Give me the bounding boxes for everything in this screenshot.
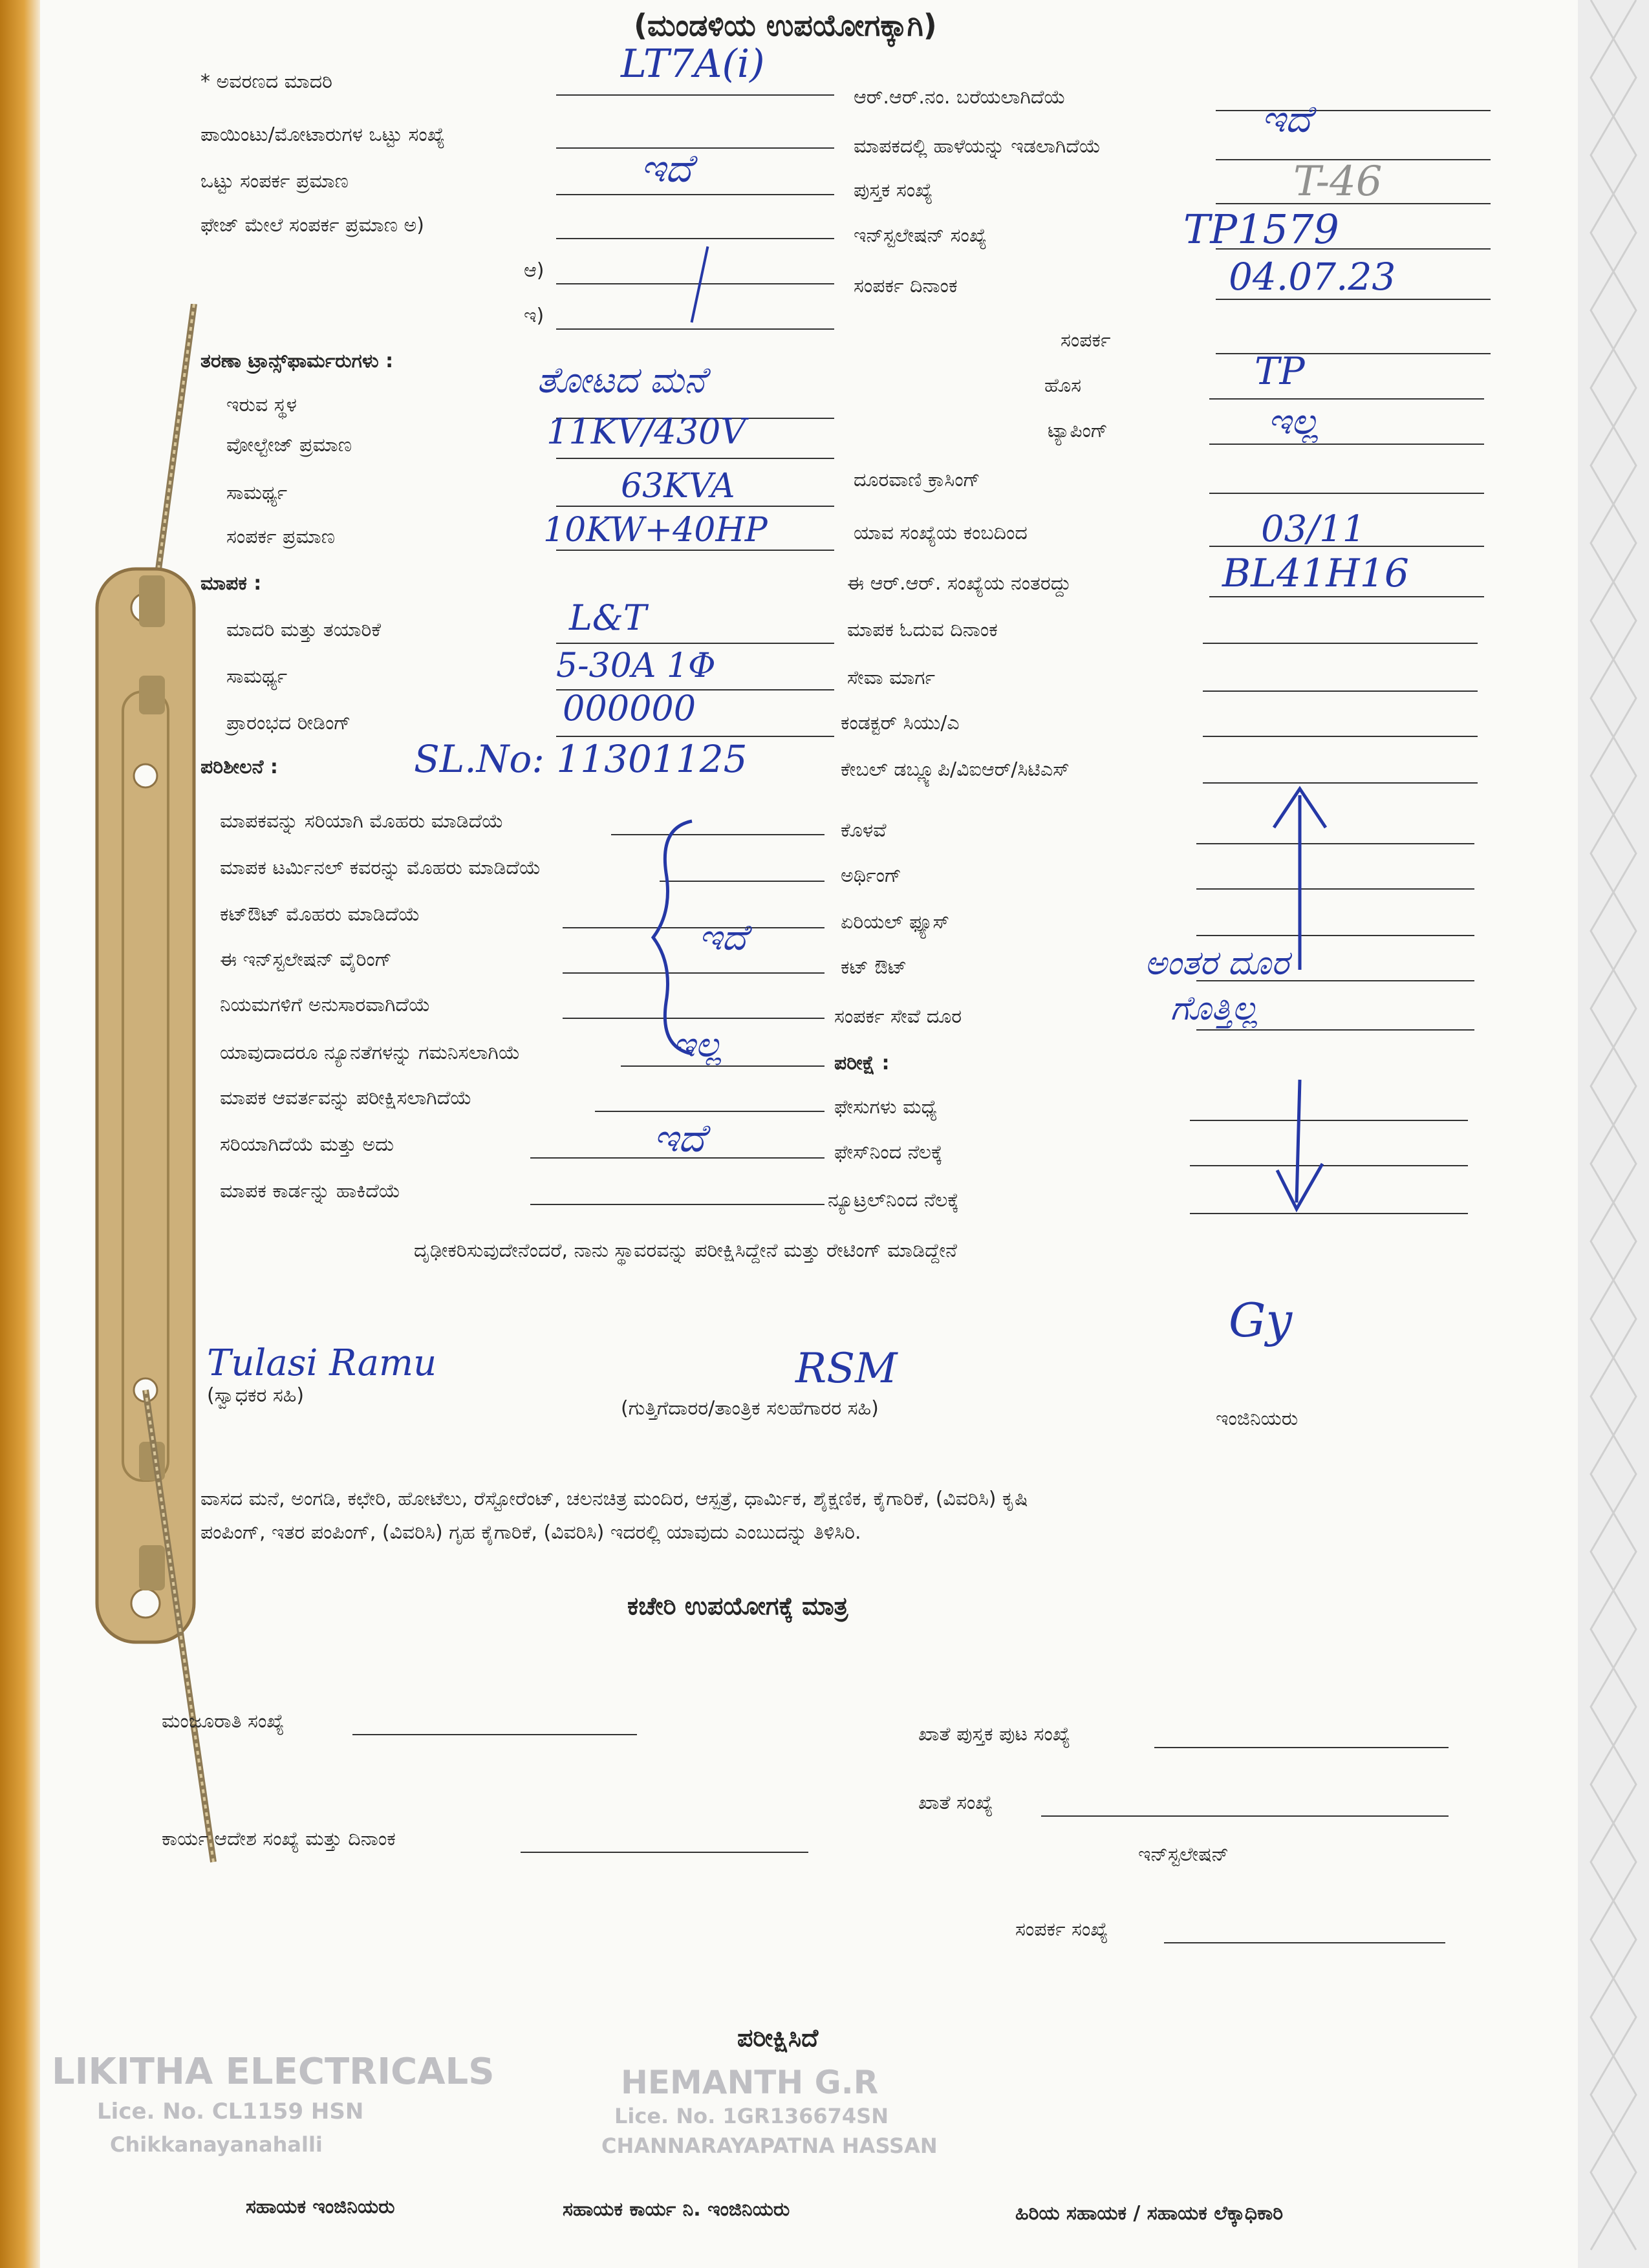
footnote-line-1: ವಾಸದ ಮನೆ, ಅಂಗಡಿ, ಕಛೇರಿ, ಹೋಟೆಲು, ರೆಸ್ಟೋರೆಂಟ್, ಚಲನಚಿತ್ರ ಮಂದಿರ, ಆಸ್ಪತ್ರೆ, ಧಾರ್ಮಿಕ, ಶೈಕ್ಷಣಿಕ, ಕೈಗಾರಿಕೆ, (ವಿವರಿಸಿ) ಕೃಷಿ [200,1488,1028,1510]
label-meter-model: * ಅವರಣದ ಮಾದರಿ [200,70,332,93]
hand-model: LT7A(i) [621,41,765,87]
field-line [1216,110,1491,111]
label-aerial-fuse: ಏರಿಯಲ್ ಫ್ಯೂಸ್ [841,911,950,934]
field-line [352,1734,637,1735]
label-defects-noticed: ಯಾವುದಾದರೂ ನ್ಯೂನತೆಗಳನ್ನು ಗಮನಿಸಲಾಗಿಯೆ [220,1042,521,1064]
label-pipe: ಕೊಳವೆ [841,819,887,842]
label-after-rr: ಈ ಆರ್.ಆರ್. ಸಂಖ್ಯೆಯ ನಂತರದ್ದು [847,572,1072,595]
label-voltage: ವೋಲ್ಟೇಜ್ ಪ್ರಮಾಣ [226,434,352,456]
label-book-no: ಪುಸ್ತಕ ಸಂಖ್ಯೆ [854,179,933,202]
label-conductor: ಕಂಡಕ್ಟರ್ ಸಿಯು/ಎ [841,712,960,734]
stamp-electricals-lic: Lice. No. CL1159 HSN [97,2099,364,2124]
hand-installation-no: TP1579 [1183,206,1339,253]
field-line [1203,736,1478,737]
field-line [1209,596,1484,597]
label-correct-and: ಸರಿಯಾಗಿದೆಯೆ ಮತ್ತು ಅದು [220,1133,394,1156]
stamp-person-place: CHANNARAYAPATNA HASSAN [601,2134,938,2158]
field-line [556,506,834,507]
field-line [611,834,824,835]
field-line [556,283,834,284]
label-installation-no: ಇನ್‌ಸ್ಟಲೇಷನ್ ಸಂಖ್ಯೆ [854,224,987,247]
label-connection-no: ಸಂಪರ್ಕ ಸಂಖ್ಯೆ [1015,1918,1108,1941]
label-sanction-no: ಮಂಜೂರಾತಿ ಸಂಖ್ಯೆ [162,1710,285,1733]
contractor-signature: RSM [795,1345,898,1393]
field-line [1203,690,1478,692]
hand-initial-reading: 000000 [563,688,696,729]
label-phase-load-b: ಆ) [524,259,544,282]
field-line [1154,1747,1449,1748]
field-line [621,1065,824,1067]
hand-checks-yes: ಇದೆ [698,917,747,959]
label-neutral-to-earth: ನ್ಯೂಟ್ರಲ್‌ನಿಂದ ನೆಲಕ್ಕೆ [828,1189,959,1212]
hand-defects-no: ಇಲ್ಲ [673,1024,722,1065]
label-connection-date: ಸಂಪರ್ಕ ದಿನಾಂಕ [854,275,958,297]
field-line [556,147,834,149]
label-test: ಪರೀಕ್ಷೆ : [834,1052,890,1075]
footer-ae: ಸಹಾಯಕ ಇಂಜಿನಿಯರು [246,2196,395,2218]
field-line [1203,782,1478,784]
stamp-electricals-name: LIKITHA ELECTRICALS [52,2051,495,2093]
stamp-person-lic: Lice. No. 1GR136674SN [614,2104,889,2128]
hand-pole-no: 03/11 [1261,508,1366,550]
field-line [1216,299,1491,300]
field-line [556,194,834,195]
label-between-phases: ಫೇಸುಗಳು ಮಧ್ಯೆ [834,1096,938,1118]
label-cut-out: ಕಟ್ ಔಟ್ [841,956,907,979]
field-line [1209,493,1484,494]
engineer-sign-label: ಇಂಜಿನಿಯರು [1216,1407,1299,1430]
field-line [556,643,834,644]
field-line [556,458,834,459]
label-ledger-page: ಖಾತೆ ಪುಸ್ತಕ ಪುಟ ಸಂಖ್ಯೆ [918,1723,1070,1746]
label-reading-date: ಮಾಪಕ ಓದುವ ದಿನಾಂಕ [847,619,998,641]
owner-sign-label: (ಸ್ವಾಧಕರ ಸಹಿ) [207,1384,305,1407]
label-total-load: ಒಟ್ಟು ಸಂಪರ್ಕ ಪ್ರಮಾಣ [200,170,349,193]
label-telephone-crossing: ದೂರವಾಣಿ ಕ್ರಾಸಿಂಗ್ [854,469,980,491]
label-earthing: ಅರ್ಥಿಂಗ್ [841,864,901,887]
label-service-distance: ಸಂಪರ್ಕ ಸೇವೆ ದೂರ [834,1005,962,1028]
hand-serial: SL.No: 11301125 [414,737,748,781]
engineer-signature: Gy [1229,1293,1293,1347]
field-line [595,1111,824,1112]
label-phase-load-a: ಫೇಜ್ ಮೇಲೆ ಸಂಪರ್ಕ ಪ್ರಮಾಣ ಅ) [200,214,425,237]
label-as-per-rules: ನಿಯಮಗಳಿಗೆ ಅನುಸಾರವಾಗಿದೆಯೆ [220,994,431,1016]
hand-rr-written: ಇದೆ [1261,97,1311,141]
verified-title: ಪರೀಕ್ಷಿಸಿದೆ [737,2024,819,2052]
hand-book-no: T-46 [1293,158,1383,206]
field-line [556,238,834,239]
page-title: (ಮಂಡಳಿಯ ಉಪಯೋಗಕ್ಕಾಗಿ) [634,8,937,43]
field-line [1209,398,1484,400]
hand-make: L&T [569,597,647,638]
hand-after-rr: BL41H16 [1222,551,1409,596]
owner-signature: Tulasi Ramu [207,1342,437,1384]
label-checks-section: ಪರಿಶೀಲನೆ : [200,756,278,778]
hand-capacity: 63KVA [621,467,735,506]
label-tapping: ಟ್ಯಾಪಿಂಗ್ [1048,420,1108,442]
hand-location: ತೋಟದ ಮನೆ [537,359,706,401]
field-line [1041,1815,1449,1817]
footnote-line-2: ಪಂಪಿಂಗ್, ಇತರ ಪಂಪಿಂಗ್, (ವಿವರಿಸಿ) ಗೃಹ ಕೈಗಾರಿಕೆ, (ವಿವರಿಸಿ) ಇದರಲ್ಲಿ ಯಾವುದು ಎಂಬುದನ್ನು ತಿಳಿಸಿರಿ. [200,1521,861,1544]
label-capacity: ಸಾಮರ್ಥ್ಯ [226,482,288,504]
label-connected-load: ಸಂಪರ್ಕ ಪ್ರಮಾಣ [226,526,335,548]
hand-voltage: 11KV/430V [546,411,746,452]
footer-aao: ಹಿರಿಯ ಸಹಾಯಕ / ಸಹಾಯಕ ಲೆಕ್ಕಾಧಿಕಾರಿ [1015,2202,1284,2225]
hand-connection-date: 04.07.23 [1229,255,1396,299]
label-make: ಮಾದರಿ ಮತ್ತು ತಯಾರಿಕೆ [226,619,382,641]
label-meter-tested: ಮಾಪಕ ಆವರ್ತವನ್ನು ಪರೀಕ್ಷಿಸಲಾಗಿದೆಯೆ [220,1087,472,1109]
hand-service-distance-1: ಅಂತರ ದೂರ [1145,944,1289,983]
label-points-total: ಪಾಯಿಂಟು/ಮೋಟಾರುಗಳ ಒಟ್ಟು ಸಂಖ್ಯೆ [200,123,445,146]
folder-edge [0,0,40,2268]
label-meter-damaged: ಮಾಪಕದಲ್ಲಿ ಹಾಳೆಯನ್ನು ಇಡಲಾಗಿದೆಯೆ [854,135,1101,158]
hand-dash [691,246,709,323]
field-line [556,94,834,96]
hand-arrow [1261,776,1339,1215]
label-rr-written: ಆರ್.ಆರ್.ನಂ. ಬರೆಯಲಾಗಿದೆಯೆ [854,86,1066,109]
hand-service-distance-2: ಗೊತ್ತಿಲ್ಲ [1170,989,1258,1028]
label-meter-section: ಮಾಪಕ : [200,572,262,595]
stamp-person-name: HEMANTH G.R [621,2064,879,2101]
contractor-sign-label: (ಗುತ್ತಿಗೆದಾರರ/ತಾಂತ್ರಿಕ ಸಲಹೆಗಾರರ ಸಹಿ) [621,1397,879,1420]
label-meter-sealed: ಮಾಪಕವನ್ನು ಸರಿಯಾಗಿ ಮೊಹರು ಮಾಡಿದೆಯೆ [220,810,504,833]
label-pole-no: ಯಾವ ಸಂಖ್ಯೆಯ ಕಂಬದಿಂದ [854,522,1028,544]
label-phase-load-c: ಇ) [524,305,544,327]
certification-text: ದೃಢೀಕರಿಸುವುದೇನೆಂದರೆ, ನಾನು ಸ್ಥಾವರವನ್ನು ಪರೀಕ್ಷಿಸಿದ್ದೇನೆ ಮತ್ತು ರೇಟಿಂಗ್ ಮಾಡಿದ್ದೇನೆ [414,1239,957,1262]
label-transformers: ತರಣಾ ಟ್ರಾನ್ಸ್‌ಫಾರ್ಮರುಗಳು : [200,350,394,372]
label-installation-wiring: ಈ ಇನ್‌ಸ್ಟಲೇಷನ್ ವೈರಿಂಗ್ [220,948,392,971]
field-line [556,550,834,551]
field-line [1164,1942,1445,1943]
field-line [1209,444,1484,445]
hand-meter-capacity: 5-30A 1Φ [556,647,716,685]
label-initial-reading: ಪ್ರಾರಂಭದ ರೀಡಿಂಗ್ [226,712,351,734]
hand-meter-card-yes: ಇದೆ [653,1116,706,1161]
label-service-route: ಸೇವಾ ಮಾರ್ಗ [847,667,936,689]
label-phase-to-earth: ಫೇಸ್‌ನಿಂದ ನೆಲಕ್ಕೆ [834,1141,943,1164]
label-location: ಇರುವ ಸ್ಥಳ [226,394,297,416]
label-terminal-sealed: ಮಾಪಕ ಟರ್ಮಿನಲ್ ಕವರನ್ನು ಮೊಹರು ಮಾಡಿದೆಯೆ [220,857,541,879]
label-meter-capacity: ಸಾಮರ್ಥ್ಯ [226,665,288,688]
label-meter-card: ಮಾಪಕ ಕಾರ್ಡನ್ನು ಹಾಕಿದೆಯೆ [220,1180,401,1203]
field-line [521,1852,808,1853]
label-cable: ಕೇಬಲ್ ಡಬ್ಲ್ಯೂಪಿ/ವಿಐಆರ್/ಸಿಟಿಎಸ್ [841,758,1070,781]
label-installation: ಇನ್‌ಸ್ಟಲೇಷನ್ [1138,1843,1229,1866]
hand-tapping: ಇಲ್ಲ [1267,401,1319,443]
footer-aee: ಸಹಾಯಕ ಕಾರ್ಯ ನಿ. ಇಂಜಿನಿಯರು [563,2198,790,2221]
office-title: ಕಚೇರಿ ಉಪಯೋಗಕ್ಕೆ ಮಾತ್ರ [627,1592,848,1620]
label-work-order: ಕಾರ್ಯ ಆದೇಶ ಸಂಖ್ಯೆ ಮತ್ತು ದಿನಾಂಕ [162,1828,396,1850]
label-cutout-sealed: ಕಟ್‌ಔಟ್ ಮೊಹರು ಮಾಡಿದೆಯೆ [220,903,420,926]
label-account-no: ಖಾತೆ ಸಂಖ್ಯೆ [918,1792,993,1814]
field-line [530,1204,824,1205]
label-new: ಹೊಸ [1044,374,1082,397]
hand-points: ಇದೆ [640,146,693,191]
label-connection: ಸಂಪರ್ಕ [1061,329,1111,352]
hand-new: TP [1255,349,1305,393]
field-line [556,328,834,330]
hand-connected-load: 10KW+40HP [543,511,768,550]
field-line [1203,643,1478,644]
stamp-electricals-place: Chikkanayanahalli [110,2132,323,2157]
decorative-border [1578,0,1649,2268]
